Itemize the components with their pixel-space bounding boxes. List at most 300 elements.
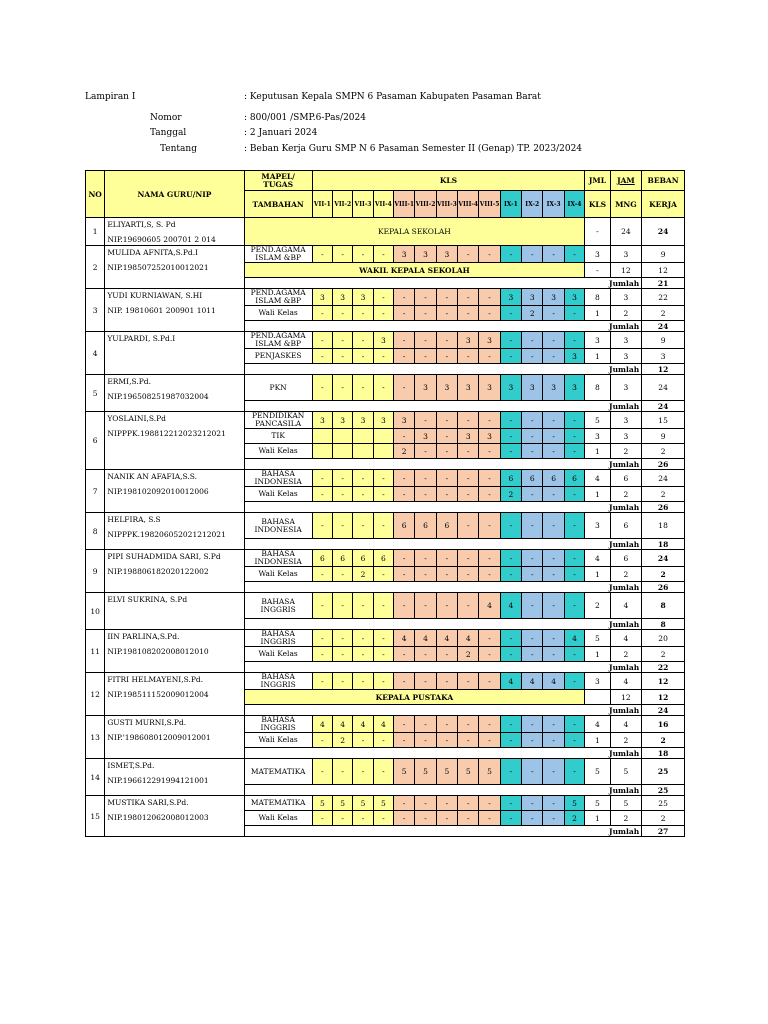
teacher-no: 8: [86, 513, 105, 550]
jam-cell: 2: [610, 444, 642, 459]
class-hours-cell: -: [458, 733, 479, 748]
teacher-row: [86, 470, 685, 487]
class-hours-cell: 3: [543, 375, 564, 401]
jam-cell: 24: [610, 218, 642, 246]
jam-cell: 4: [610, 673, 642, 690]
class-hours-cell: -: [522, 246, 543, 263]
class-hours-cell: -: [436, 733, 457, 748]
beban-cell: 24: [642, 550, 685, 567]
class-hours-cell: 3: [522, 375, 543, 401]
class-hours-cell: 6: [436, 513, 457, 539]
class-hours-cell: 4: [522, 673, 543, 690]
header-kls: KLS: [312, 171, 585, 191]
teacher-name: ISMET,S.Pd.: [107, 761, 155, 770]
jam-cell: 5: [610, 759, 642, 785]
mapel-cell: MATEMATIKA: [244, 796, 312, 811]
beban-cell: 25: [642, 796, 685, 811]
jam-cell: 4: [610, 630, 642, 647]
teacher-nip: NIP.198108202008012010: [107, 647, 209, 656]
class-hours-cell: -: [394, 647, 415, 662]
class-hours-cell: 5: [458, 759, 479, 785]
class-hours-cell: -: [543, 429, 564, 444]
class-hours-cell: -: [500, 716, 521, 733]
class-hours-cell: -: [543, 593, 564, 619]
jumlah-value: 27: [642, 826, 685, 837]
class-hours-cell: -: [522, 513, 543, 539]
teacher-name: YOSLAINI,S.Pd: [107, 414, 166, 423]
class-hours-cell: -: [564, 673, 584, 690]
class-hours-cell: -: [373, 246, 393, 263]
class-hours-cell: -: [373, 630, 393, 647]
class-hours-cell: -: [479, 811, 500, 826]
class-hours-cell: -: [479, 716, 500, 733]
jam-cell: 3: [610, 289, 642, 306]
class-hours-cell: -: [394, 375, 415, 401]
class-hours-cell: -: [522, 630, 543, 647]
class-hours-cell: -: [500, 429, 521, 444]
class-hours-cell: -: [333, 630, 353, 647]
class-hours-cell: -: [522, 349, 543, 364]
class-hours-cell: -: [543, 647, 564, 662]
class-hours-cell: -: [458, 289, 479, 306]
jumlah-value: 18: [642, 539, 685, 550]
class-hours-cell: -: [458, 796, 479, 811]
class-hours-cell: -: [479, 412, 500, 429]
class-hours-cell: -: [415, 796, 436, 811]
class-hours-cell: 3: [500, 289, 521, 306]
jumlah-label: Jumlah: [244, 459, 642, 470]
class-hours-cell: -: [500, 513, 521, 539]
class-hours-cell: -: [436, 444, 457, 459]
teacher-name: GUSTI MURNI,S.Pd.: [107, 718, 187, 727]
class-hours-cell: 6: [564, 470, 584, 487]
teacher-name: YUDI KURNIAWAN, S.HI: [107, 291, 203, 300]
tentang-value: : Beban Kerja Guru SMP N 6 Pasaman Semester II (Genap) TP. 2023/2024: [244, 144, 583, 154]
class-hours-cell: -: [458, 567, 479, 582]
class-hours-cell: -: [394, 550, 415, 567]
teacher-name: MUSTIKA SARI,S.Pd.: [107, 798, 189, 807]
class-hours-cell: -: [479, 647, 500, 662]
class-hours-cell: [373, 444, 393, 459]
mapel-cell: PEND.AGAMA ISLAM &BP: [244, 289, 312, 306]
class-hours-cell: 2: [353, 567, 373, 582]
merged-task: WAKIL KEPALA SEKOLAH: [244, 263, 585, 278]
teacher-nip: NIP.19690605 200701 2 014: [107, 235, 216, 244]
beban-cell: 9: [642, 429, 685, 444]
class-hours-cell: 5: [564, 796, 584, 811]
jml-cell: 8: [585, 375, 610, 401]
class-hours-cell: -: [394, 349, 415, 364]
class-hours-cell: -: [564, 513, 584, 539]
class-hours-cell: -: [522, 332, 543, 349]
class-hours-cell: -: [312, 332, 332, 349]
teacher-no: 6: [86, 412, 105, 470]
merged-task: KEPALA SEKOLAH: [244, 218, 585, 246]
header-tambahan: TAMBAHAN: [244, 191, 312, 218]
class-hours-cell: -: [522, 412, 543, 429]
jml-cell: 3: [585, 332, 610, 349]
class-hours-cell: -: [564, 550, 584, 567]
class-hours-cell: 3: [564, 375, 584, 401]
beban-cell: 22: [642, 289, 685, 306]
class-hours-cell: -: [394, 733, 415, 748]
jumlah-label: Jumlah: [244, 502, 642, 513]
class-hours-cell: -: [479, 306, 500, 321]
class-hours-cell: -: [394, 487, 415, 502]
teacher-nip: NIP.198012062008012003: [107, 813, 209, 822]
class-hours-cell: -: [436, 470, 457, 487]
class-hours-cell: -: [522, 796, 543, 811]
class-hours-cell: -: [353, 673, 373, 690]
header-class-viii-5: VIII-5: [479, 191, 500, 218]
class-hours-cell: -: [312, 470, 332, 487]
class-hours-cell: -: [522, 550, 543, 567]
teacher-name: FITRI HELMAYENI,S.Pd.: [107, 675, 204, 684]
class-hours-cell: 5: [312, 796, 332, 811]
jam-cell: 3: [610, 349, 642, 364]
header-class-vii-2: VII-2: [333, 191, 353, 218]
jml-cell: 1: [585, 811, 610, 826]
header-class-ix-3: IX-3: [543, 191, 564, 218]
class-hours-cell: -: [543, 412, 564, 429]
teacher-name-nip: [105, 375, 244, 412]
class-hours-cell: 4: [458, 630, 479, 647]
jam-cell: 2: [610, 306, 642, 321]
class-hours-cell: -: [353, 349, 373, 364]
jumlah-value: 12: [642, 364, 685, 375]
class-hours-cell: 4: [436, 630, 457, 647]
class-hours-cell: 3: [500, 375, 521, 401]
class-hours-cell: -: [333, 349, 353, 364]
jumlah-value: 24: [642, 705, 685, 716]
beban-kerja-table-wrapper: [85, 170, 685, 837]
class-hours-cell: [333, 429, 353, 444]
teacher-nip: NIP.198806182020122002: [107, 567, 209, 576]
jml-cell: 5: [585, 796, 610, 811]
beban-cell: 2: [642, 567, 685, 582]
class-hours-cell: [373, 429, 393, 444]
header-class-vii-3: VII-3: [353, 191, 373, 218]
tanggal-value: : 2 Januari 2024: [244, 128, 318, 138]
class-hours-cell: -: [333, 375, 353, 401]
class-hours-cell: -: [564, 444, 584, 459]
class-hours-cell: -: [564, 759, 584, 785]
class-hours-cell: -: [522, 716, 543, 733]
teacher-name-nip: [105, 513, 244, 550]
class-hours-cell: -: [458, 444, 479, 459]
header-class-viii-3: VIII-3: [436, 191, 457, 218]
jam-cell: 2: [610, 567, 642, 582]
class-hours-cell: 3: [353, 412, 373, 429]
class-hours-cell: 3: [415, 375, 436, 401]
class-hours-cell: -: [500, 647, 521, 662]
teacher-name-nip: [105, 412, 244, 470]
mapel-cell: Wali Kelas: [244, 567, 312, 582]
class-hours-cell: -: [543, 630, 564, 647]
class-hours-cell: -: [312, 593, 332, 619]
class-hours-cell: 3: [394, 412, 415, 429]
class-hours-cell: -: [394, 673, 415, 690]
class-hours-cell: -: [500, 332, 521, 349]
teacher-nip: NIP.196508251987032004: [107, 392, 209, 401]
class-hours-cell: -: [333, 593, 353, 619]
class-hours-cell: -: [373, 470, 393, 487]
class-hours-cell: -: [353, 375, 373, 401]
teacher-name-nip: [105, 759, 244, 796]
class-hours-cell: -: [353, 470, 373, 487]
mapel-cell: BAHASA INDONESIA: [244, 513, 312, 539]
class-hours-cell: -: [312, 630, 332, 647]
class-hours-cell: -: [394, 567, 415, 582]
nomor-label: Nomor: [150, 113, 182, 123]
teacher-nip: NIP. 19810601 200901 1011: [107, 306, 216, 315]
class-hours-cell: -: [500, 630, 521, 647]
class-hours-cell: -: [479, 513, 500, 539]
class-hours-cell: -: [458, 550, 479, 567]
class-hours-cell: 5: [394, 759, 415, 785]
class-hours-cell: -: [500, 733, 521, 748]
class-hours-cell: 3: [415, 429, 436, 444]
jml-cell: 1: [585, 306, 610, 321]
class-hours-cell: 2: [333, 733, 353, 748]
jumlah-label: Jumlah: [244, 278, 642, 289]
jam-cell: 3: [610, 375, 642, 401]
jml-cell: 3: [585, 246, 610, 263]
beban-cell: 9: [642, 332, 685, 349]
jml-cell: -: [585, 218, 610, 246]
class-hours-cell: -: [394, 470, 415, 487]
teacher-nip: NIP.'198608012009012001: [107, 733, 211, 742]
class-hours-cell: -: [564, 487, 584, 502]
class-hours-cell: 4: [353, 716, 373, 733]
teacher-name-nip: [105, 593, 244, 630]
jumlah-label: Jumlah: [244, 364, 642, 375]
mapel-cell: BAHASA INDONESIA: [244, 470, 312, 487]
class-hours-cell: 4: [333, 716, 353, 733]
class-hours-cell: -: [458, 716, 479, 733]
teacher-name: HELFIRA, S.S: [107, 515, 161, 524]
jam-cell: 12: [610, 263, 642, 278]
jml-cell: 1: [585, 647, 610, 662]
mapel-cell: Wali Kelas: [244, 647, 312, 662]
class-hours-cell: 4: [500, 673, 521, 690]
class-hours-cell: -: [479, 470, 500, 487]
teacher-name: IIN PARLINA,S.Pd.: [107, 632, 180, 641]
teacher-no: 15: [86, 796, 105, 837]
jumlah-label: Jumlah: [244, 748, 642, 759]
class-hours-cell: -: [353, 630, 373, 647]
jml-cell: -: [585, 263, 610, 278]
class-hours-cell: -: [543, 733, 564, 748]
class-hours-cell: 4: [479, 593, 500, 619]
keputusan-text: : Keputusan Kepala SMPN 6 Pasaman Kabupaten Pasaman Barat: [244, 92, 541, 102]
class-hours-cell: -: [436, 716, 457, 733]
class-hours-cell: -: [394, 796, 415, 811]
class-hours-cell: -: [436, 796, 457, 811]
class-hours-cell: -: [312, 487, 332, 502]
header-kerja: KERJA: [642, 191, 685, 218]
class-hours-cell: 3: [373, 412, 393, 429]
class-hours-cell: 5: [479, 759, 500, 785]
class-hours-cell: -: [522, 811, 543, 826]
teacher-nip: NIP.196612291994121001: [107, 776, 209, 785]
beban-cell: 24: [642, 218, 685, 246]
class-hours-cell: -: [543, 444, 564, 459]
class-hours-cell: -: [479, 630, 500, 647]
teacher-row: [86, 550, 685, 567]
beban-cell: 25: [642, 759, 685, 785]
class-hours-cell: -: [543, 796, 564, 811]
class-hours-cell: -: [522, 593, 543, 619]
jumlah-label: Jumlah: [244, 705, 642, 716]
teacher-no: 13: [86, 716, 105, 759]
class-hours-cell: -: [543, 246, 564, 263]
beban-cell: 9: [642, 246, 685, 263]
nomor-value: : 800/001 /SMP.6-Pas/2024: [244, 113, 366, 123]
jam-cell: 2: [610, 647, 642, 662]
class-hours-cell: -: [458, 593, 479, 619]
teacher-row: [86, 375, 685, 401]
class-hours-cell: -: [543, 759, 564, 785]
mapel-cell: MATEMATIKA: [244, 759, 312, 785]
class-hours-cell: -: [373, 349, 393, 364]
jumlah-value: 24: [642, 401, 685, 412]
header-jam: JAM: [610, 171, 642, 191]
jam-cell: 3: [610, 332, 642, 349]
tentang-label: Tentang: [160, 144, 197, 154]
class-hours-cell: -: [458, 412, 479, 429]
teacher-name-nip: [105, 246, 244, 289]
beban-cell: 2: [642, 811, 685, 826]
class-hours-cell: 3: [543, 289, 564, 306]
jumlah-value: 22: [642, 662, 685, 673]
class-hours-cell: 3: [522, 289, 543, 306]
class-hours-cell: -: [373, 811, 393, 826]
teacher-name-nip: [105, 218, 244, 246]
class-hours-cell: 3: [312, 412, 332, 429]
header-class-ix-4: IX-4: [564, 191, 584, 218]
jml-cell: 3: [585, 513, 610, 539]
class-hours-cell: -: [479, 796, 500, 811]
class-hours-cell: -: [564, 733, 584, 748]
class-hours-cell: 6: [415, 513, 436, 539]
class-hours-cell: -: [458, 811, 479, 826]
class-hours-cell: 6: [333, 550, 353, 567]
header-mapel: MAPEL/ TUGAS: [244, 171, 312, 191]
class-hours-cell: -: [415, 412, 436, 429]
class-hours-cell: -: [333, 487, 353, 502]
class-hours-cell: -: [564, 306, 584, 321]
mapel-cell: PKN: [244, 375, 312, 401]
beban-cell: 18: [642, 513, 685, 539]
class-hours-cell: -: [458, 487, 479, 502]
class-hours-cell: -: [373, 513, 393, 539]
beban-cell: 24: [642, 470, 685, 487]
class-hours-cell: -: [353, 759, 373, 785]
class-hours-cell: 4: [543, 673, 564, 690]
jumlah-value: 26: [642, 459, 685, 470]
class-hours-cell: -: [500, 349, 521, 364]
jam-cell: 12: [610, 690, 642, 705]
teacher-row: [86, 246, 685, 263]
teacher-row: [86, 630, 685, 647]
class-hours-cell: 3: [312, 289, 332, 306]
class-hours-cell: 6: [373, 550, 393, 567]
class-hours-cell: 3: [479, 429, 500, 444]
teacher-nip: NIPPPK.198206052021212021: [107, 530, 226, 539]
class-hours-cell: -: [312, 349, 332, 364]
header-jml: JML: [585, 171, 610, 191]
beban-cell: 24: [642, 375, 685, 401]
class-hours-cell: -: [373, 375, 393, 401]
class-hours-cell: 2: [522, 306, 543, 321]
teacher-no: 10: [86, 593, 105, 630]
teacher-no: 12: [86, 673, 105, 716]
teacher-name: NANIK AN AFAFIA,S.S.: [107, 472, 198, 481]
class-hours-cell: -: [373, 487, 393, 502]
class-hours-cell: -: [479, 349, 500, 364]
class-hours-cell: -: [353, 332, 373, 349]
mapel-cell: PENDIDIKAN PANCASILA: [244, 412, 312, 429]
header-class-viii-2: VIII-2: [415, 191, 436, 218]
class-hours-cell: 4: [415, 630, 436, 647]
jml-cell: [585, 690, 610, 705]
class-hours-cell: -: [394, 811, 415, 826]
class-hours-cell: -: [458, 349, 479, 364]
class-hours-cell: -: [312, 759, 332, 785]
class-hours-cell: -: [312, 306, 332, 321]
class-hours-cell: -: [373, 673, 393, 690]
teacher-no: 2: [86, 246, 105, 289]
jumlah-value: 26: [642, 582, 685, 593]
class-hours-cell: -: [353, 246, 373, 263]
class-hours-cell: -: [500, 412, 521, 429]
class-hours-cell: -: [333, 759, 353, 785]
teacher-name-nip: [105, 550, 244, 593]
class-hours-cell: -: [543, 306, 564, 321]
jumlah-label: Jumlah: [244, 582, 642, 593]
jumlah-label: Jumlah: [244, 785, 642, 796]
class-hours-cell: -: [415, 444, 436, 459]
jml-cell: 1: [585, 487, 610, 502]
class-hours-cell: 4: [373, 716, 393, 733]
class-hours-cell: -: [458, 513, 479, 539]
class-hours-cell: -: [436, 647, 457, 662]
jam-cell: 2: [610, 733, 642, 748]
class-hours-cell: 5: [353, 796, 373, 811]
jml-cell: 4: [585, 550, 610, 567]
class-hours-cell: -: [500, 811, 521, 826]
teacher-no: 14: [86, 759, 105, 796]
lampiran-label: Lampiran I: [85, 92, 136, 102]
class-hours-cell: -: [436, 811, 457, 826]
class-hours-cell: -: [500, 759, 521, 785]
jam-cell: 3: [610, 412, 642, 429]
class-hours-cell: 6: [543, 470, 564, 487]
class-hours-cell: 6: [522, 470, 543, 487]
class-hours-cell: 3: [353, 289, 373, 306]
class-hours-cell: -: [373, 567, 393, 582]
header-jml-kls: KLS: [585, 191, 610, 218]
class-hours-cell: -: [500, 796, 521, 811]
beban-cell: 2: [642, 487, 685, 502]
class-hours-cell: 4: [312, 716, 332, 733]
mapel-cell: BAHASA INGGRIS: [244, 630, 312, 647]
merged-task: KEPALA PUSTAKA: [244, 690, 585, 705]
header-class-viii-4: VIII-4: [458, 191, 479, 218]
mapel-cell: BAHASA INGGRIS: [244, 673, 312, 690]
jml-cell: 3: [585, 429, 610, 444]
